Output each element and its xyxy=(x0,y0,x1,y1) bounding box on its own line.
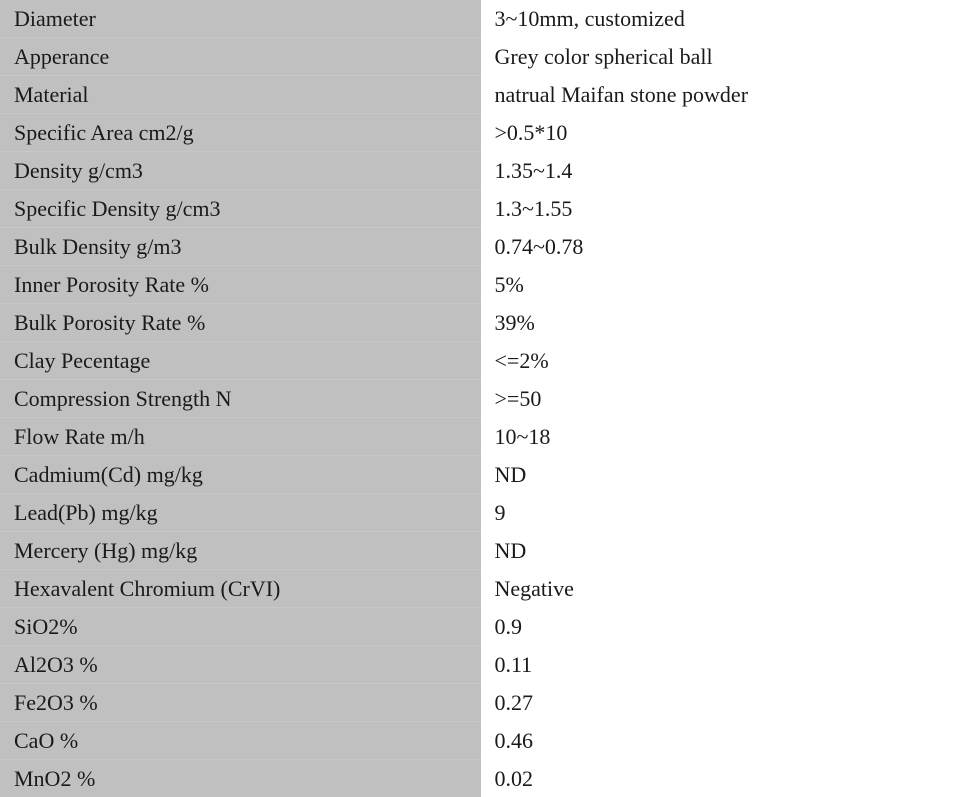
table-row xyxy=(0,494,968,532)
property-name: CaO % xyxy=(0,722,481,760)
property-name: MnO2 % xyxy=(0,760,481,797)
table-row xyxy=(0,266,968,304)
table-row xyxy=(0,456,968,494)
property-name: Apperance xyxy=(0,38,481,76)
property-value: Grey color spherical ball xyxy=(481,38,968,76)
table-row xyxy=(0,722,968,760)
table-row xyxy=(0,608,968,646)
property-name: Bulk Density g/m3 xyxy=(0,228,481,266)
property-value: >0.5*10 xyxy=(481,114,968,152)
table-row xyxy=(0,684,968,722)
property-name: Specific Area cm2/g xyxy=(0,114,481,152)
property-value: Negative xyxy=(481,570,968,608)
property-value: <=2% xyxy=(481,342,968,380)
property-value: 0.74~0.78 xyxy=(481,228,968,266)
property-value: 0.46 xyxy=(481,722,968,760)
table-row xyxy=(0,380,968,418)
property-name: Fe2O3 % xyxy=(0,684,481,722)
table-row xyxy=(0,418,968,456)
property-name: Density g/cm3 xyxy=(0,152,481,190)
property-name: Specific Density g/cm3 xyxy=(0,190,481,228)
table-row xyxy=(0,760,968,797)
table-row xyxy=(0,304,968,342)
property-value: 1.3~1.55 xyxy=(481,190,968,228)
table-row xyxy=(0,114,968,152)
property-value: 5% xyxy=(481,266,968,304)
property-value: 0.9 xyxy=(481,608,968,646)
property-value: ND xyxy=(481,532,968,570)
property-name: Bulk Porosity Rate % xyxy=(0,304,481,342)
property-name: Flow Rate m/h xyxy=(0,418,481,456)
property-value: natrual Maifan stone powder xyxy=(481,76,968,114)
property-value: 9 xyxy=(481,494,968,532)
property-name: Compression Strength N xyxy=(0,380,481,418)
table-row xyxy=(0,0,968,38)
table-row xyxy=(0,76,968,114)
property-name: Inner Porosity Rate % xyxy=(0,266,481,304)
property-name: Material xyxy=(0,76,481,114)
table-row xyxy=(0,646,968,684)
table-row xyxy=(0,152,968,190)
property-value: 0.02 xyxy=(481,760,968,797)
property-value: 10~18 xyxy=(481,418,968,456)
table-row xyxy=(0,570,968,608)
property-value: ND xyxy=(481,456,968,494)
property-name: SiO2% xyxy=(0,608,481,646)
property-name: Hexavalent Chromium (CrVI) xyxy=(0,570,481,608)
property-value: 0.27 xyxy=(481,684,968,722)
property-name: Cadmium(Cd) mg/kg xyxy=(0,456,481,494)
table-row xyxy=(0,38,968,76)
property-name: Diameter xyxy=(0,0,481,38)
property-value: 3~10mm, customized xyxy=(481,0,968,38)
table-row xyxy=(0,532,968,570)
table-row xyxy=(0,190,968,228)
property-name: Mercery (Hg) mg/kg xyxy=(0,532,481,570)
table-row xyxy=(0,342,968,380)
property-name: Lead(Pb) mg/kg xyxy=(0,494,481,532)
property-value: 0.11 xyxy=(481,646,968,684)
property-value: 1.35~1.4 xyxy=(481,152,968,190)
table-row xyxy=(0,228,968,266)
property-value: >=50 xyxy=(481,380,968,418)
property-name: Clay Pecentage xyxy=(0,342,481,380)
property-name: Al2O3 % xyxy=(0,646,481,684)
property-value: 39% xyxy=(481,304,968,342)
